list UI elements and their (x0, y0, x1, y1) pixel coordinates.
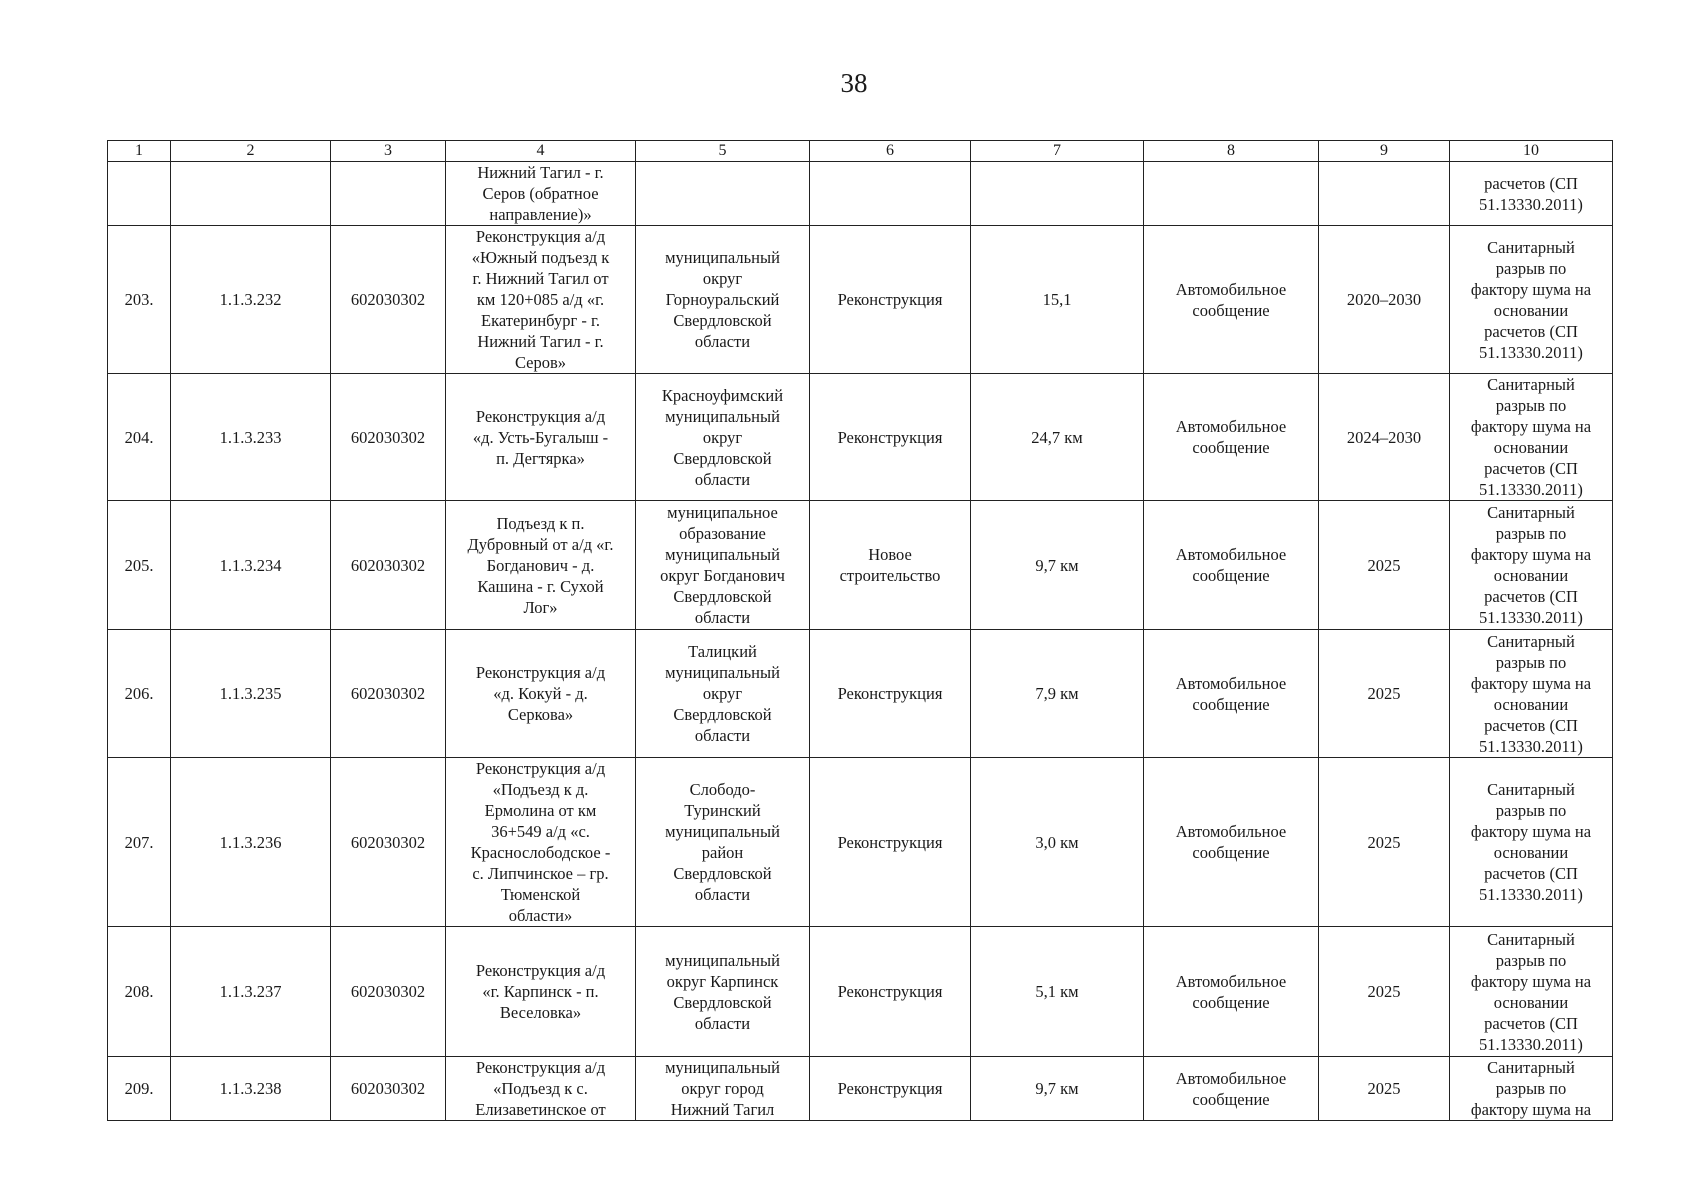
length: 9,7 км (971, 1057, 1144, 1121)
row-number: 208. (108, 927, 171, 1057)
row-number (108, 162, 171, 226)
purpose: Автомобильное сообщение (1144, 374, 1319, 501)
type-code: 602030302 (331, 630, 446, 758)
table-row (108, 927, 1613, 1057)
work-type (810, 162, 971, 226)
row-number: 205. (108, 501, 171, 630)
object-code: 1.1.3.233 (171, 374, 331, 501)
object-code: 1.1.3.237 (171, 927, 331, 1057)
column-header: 7 (971, 141, 1144, 162)
type-code: 602030302 (331, 501, 446, 630)
zone-note: Санитарный разрыв по фактору шума на основании расчетов (СП 51.13330.2011) (1450, 630, 1613, 758)
type-code: 602030302 (331, 758, 446, 927)
row-number: 206. (108, 630, 171, 758)
period: 2025 (1319, 501, 1450, 630)
work-type: Новое строительство (810, 501, 971, 630)
table-row (108, 162, 1613, 226)
period: 2025 (1319, 1057, 1450, 1121)
period: 2025 (1319, 927, 1450, 1057)
table-header-row (108, 141, 1613, 162)
row-number: 203. (108, 226, 171, 374)
purpose (1144, 162, 1319, 226)
zone-note: Санитарный разрыв по фактору шума на основании расчетов (СП 51.13330.2011) (1450, 226, 1613, 374)
type-code (331, 162, 446, 226)
object-name: Нижний Тагил - г. Серов (обратное направление)» (446, 162, 636, 226)
table-row (108, 1057, 1613, 1121)
table-row (108, 374, 1613, 501)
table-row (108, 226, 1613, 374)
location: Слободо- Туринский муниципальный район Свердловской области (636, 758, 810, 927)
zone-note: Санитарный разрыв по фактору шума на (1450, 1057, 1613, 1121)
row-number: 209. (108, 1057, 171, 1121)
column-header: 2 (171, 141, 331, 162)
row-number: 207. (108, 758, 171, 927)
zone-note: Санитарный разрыв по фактору шума на основании расчетов (СП 51.13330.2011) (1450, 927, 1613, 1057)
location: муниципальный округ город Нижний Тагил (636, 1057, 810, 1121)
purpose: Автомобильное сообщение (1144, 226, 1319, 374)
object-name: Реконструкция а/д «Подъезд к д. Ермолина от км 36+549 а/д «с. Краснослободское - с. Липчинское – гр. Тюменской области» (446, 758, 636, 927)
object-name: Реконструкция а/д «д. Усть-Бугалыш - п. Дегтярка» (446, 374, 636, 501)
period: 2020–2030 (1319, 226, 1450, 374)
zone-note: Санитарный разрыв по фактору шума на основании расчетов (СП 51.13330.2011) (1450, 501, 1613, 630)
location: Красноуфимский муниципальный округ Свердловской области (636, 374, 810, 501)
object-name: Реконструкция а/д «г. Карпинск - п. Веселовка» (446, 927, 636, 1057)
register-table (107, 140, 1613, 1121)
length: 24,7 км (971, 374, 1144, 501)
type-code: 602030302 (331, 226, 446, 374)
type-code: 602030302 (331, 374, 446, 501)
length: 7,9 км (971, 630, 1144, 758)
column-header: 8 (1144, 141, 1319, 162)
object-name: Реконструкция а/д «Подъезд к с. Елизаветинское от (446, 1057, 636, 1121)
work-type: Реконструкция (810, 927, 971, 1057)
location: Талицкий муниципальный округ Свердловской области (636, 630, 810, 758)
purpose: Автомобильное сообщение (1144, 1057, 1319, 1121)
period: 2024–2030 (1319, 374, 1450, 501)
work-type: Реконструкция (810, 758, 971, 927)
type-code: 602030302 (331, 1057, 446, 1121)
object-code (171, 162, 331, 226)
object-name: Реконструкция а/д «д. Кокуй - д. Серкова» (446, 630, 636, 758)
row-number: 204. (108, 374, 171, 501)
purpose: Автомобильное сообщение (1144, 501, 1319, 630)
location: муниципальный округ Карпинск Свердловской области (636, 927, 810, 1057)
column-header: 6 (810, 141, 971, 162)
period (1319, 162, 1450, 226)
object-code: 1.1.3.232 (171, 226, 331, 374)
length: 9,7 км (971, 501, 1144, 630)
zone-note: Санитарный разрыв по фактору шума на основании расчетов (СП 51.13330.2011) (1450, 374, 1613, 501)
zone-note: расчетов (СП 51.13330.2011) (1450, 162, 1613, 226)
length: 5,1 км (971, 927, 1144, 1057)
length (971, 162, 1144, 226)
purpose: Автомобильное сообщение (1144, 927, 1319, 1057)
column-header: 5 (636, 141, 810, 162)
work-type: Реконструкция (810, 630, 971, 758)
table-row (108, 630, 1613, 758)
type-code: 602030302 (331, 927, 446, 1057)
purpose: Автомобильное сообщение (1144, 758, 1319, 927)
object-code: 1.1.3.235 (171, 630, 331, 758)
object-code: 1.1.3.236 (171, 758, 331, 927)
length: 3,0 км (971, 758, 1144, 927)
zone-note: Санитарный разрыв по фактору шума на основании расчетов (СП 51.13330.2011) (1450, 758, 1613, 927)
object-name: Реконструкция а/д «Южный подъезд к г. Нижний Тагил от км 120+085 а/д «г. Екатеринбург - г. Нижний Тагил - г. Серов» (446, 226, 636, 374)
column-header: 1 (108, 141, 171, 162)
column-header: 10 (1450, 141, 1613, 162)
object-name: Подъезд к п. Дубровный от а/д «г. Богданович - д. Кашина - г. Сухой Лог» (446, 501, 636, 630)
object-code: 1.1.3.234 (171, 501, 331, 630)
period: 2025 (1319, 630, 1450, 758)
page-number: 38 (840, 68, 868, 98)
object-code: 1.1.3.238 (171, 1057, 331, 1121)
location: муниципальное образование муниципальный округ Богданович Свердловской области (636, 501, 810, 630)
purpose: Автомобильное сообщение (1144, 630, 1319, 758)
column-header: 3 (331, 141, 446, 162)
table-row (108, 501, 1613, 630)
location (636, 162, 810, 226)
length: 15,1 (971, 226, 1144, 374)
work-type: Реконструкция (810, 374, 971, 501)
work-type: Реконструкция (810, 226, 971, 374)
location: муниципальный округ Горноуральский Свердловской области (636, 226, 810, 374)
column-header: 4 (446, 141, 636, 162)
column-header: 9 (1319, 141, 1450, 162)
table-row (108, 758, 1613, 927)
period: 2025 (1319, 758, 1450, 927)
work-type: Реконструкция (810, 1057, 971, 1121)
